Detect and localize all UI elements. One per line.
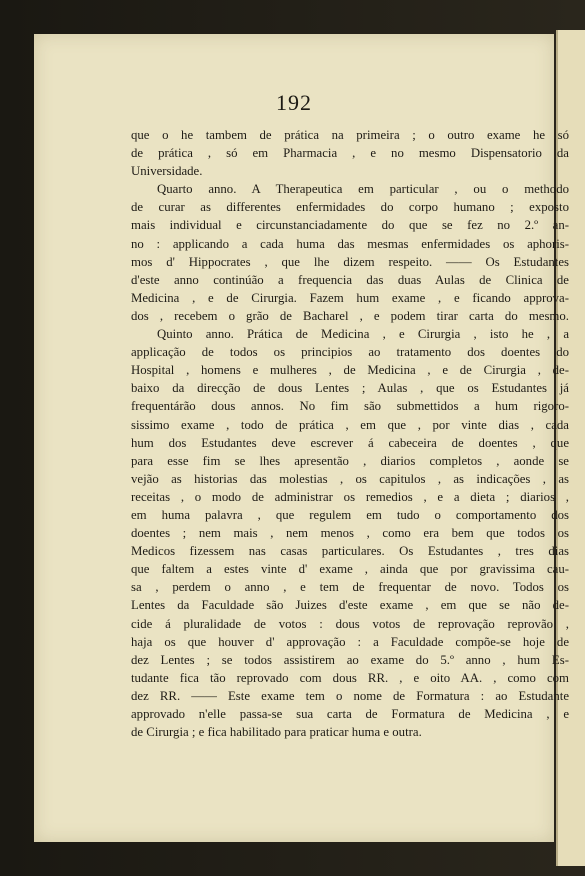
text-line: Medicina , e de Cirurgia. Fazem hum exame , e ficando approva-: [131, 290, 569, 305]
text-line: Medicos fizessem nas casas particulares. Os Estudantes , tres dias: [131, 544, 569, 559]
body-text: [131, 126, 569, 741]
text-line: frequentárão dous annos. No fim são submettidos a hum rigoro-: [131, 399, 569, 414]
text-line: no : applicando a cada huma das mesmas enfermidades os aphoris-: [131, 236, 569, 251]
text-line: para esse fim se lhes apresentão , diarios completos , aonde se: [131, 453, 569, 468]
text-line: d'este anno continúão a frequencia das duas Aulas de Clinica de: [131, 272, 569, 287]
text-line: applicação de todos os principios ao tratamento dos doentes do: [131, 345, 569, 360]
text-line: sa , perdem o anno , e tem de frequentar de novo. Todos os: [131, 580, 569, 595]
text-line: dez Lentes ; se todos assistirem ao exame do 5.º anno , hum Es-: [131, 652, 569, 667]
text-line: mais individual e circunstanciadamente do que se fez no 2.º an-: [131, 218, 569, 233]
text-line: vejão as historias das molestias , os capitulos , as indicações , as: [131, 471, 569, 486]
text-line: dos , recebem o grão de Bacharel , e podem tirar carta do mesmo.: [131, 308, 569, 323]
text-line: que o he tambem de prática na primeira ; o outro exame he só: [131, 128, 569, 142]
text-line: Quarto anno. A Therapeutica em particular , ou o methodo: [157, 182, 569, 197]
text-line: receitas , o modo de administrar os remedios , e a dieta ; diarios ,: [131, 489, 569, 504]
text-line: baixo da direcção de dous Lentes ; Aulas , que os Estudantes já: [131, 381, 569, 396]
book-page: [34, 34, 569, 842]
text-line: doentes ; nem mais , nem menos , como era bem que todos os: [131, 526, 569, 541]
text-line: Hospital , homens e mulheres , de Medicina , e de Cirurgia , de-: [131, 363, 569, 378]
text-line: sissimo exame , todo de prática , em que , por vinte dias , cada: [131, 417, 569, 432]
text-line: Quinto anno. Prática de Medicina , e Cirurgia , isto he , a: [157, 327, 569, 342]
text-line: de Cirurgia ; e fica habilitado para praticar huma e outra.: [131, 725, 422, 740]
text-line: que faltem a estes vinte d' exame , ainda que por gravissima cau-: [131, 562, 569, 577]
text-line: de curar as differentes enfermidades do corpo humano ; exposto: [131, 200, 569, 215]
text-line: hum dos Estudantes deve escrever á cabeceira de doentes , que: [131, 435, 569, 450]
text-line: de prática , só em Pharmacia , e no mesmo Dispensatorio da: [131, 146, 569, 161]
text-line: mos d' Hippocrates , que lhe dizem respeito. —— Os Estudantes: [131, 254, 569, 269]
text-line: dez RR. —— Este exame tem o nome de Formatura : ao Estudante: [131, 688, 569, 703]
text-line: em huma palavra , que regulem em tudo o comportamento dos: [131, 507, 569, 522]
page-number: 192: [276, 90, 312, 115]
text-line: tudante fica tão reprovado com dous RR. , e oito AA. , como com: [131, 670, 569, 685]
text-line: Universidade.: [131, 164, 203, 179]
text-line: cide á pluralidade de votos : dous votos de reprovação reprovão ,: [131, 616, 569, 631]
text-line: Lentes da Faculdade são Juizes d'este exame , em que se não de-: [131, 598, 569, 613]
text-line: approvado n'elle passa-se sua carta de Formatura de Medicina , e: [131, 707, 569, 721]
text-line: haja os que houver d' approvação : a Faculdade compõe-se hoje de: [131, 634, 569, 649]
